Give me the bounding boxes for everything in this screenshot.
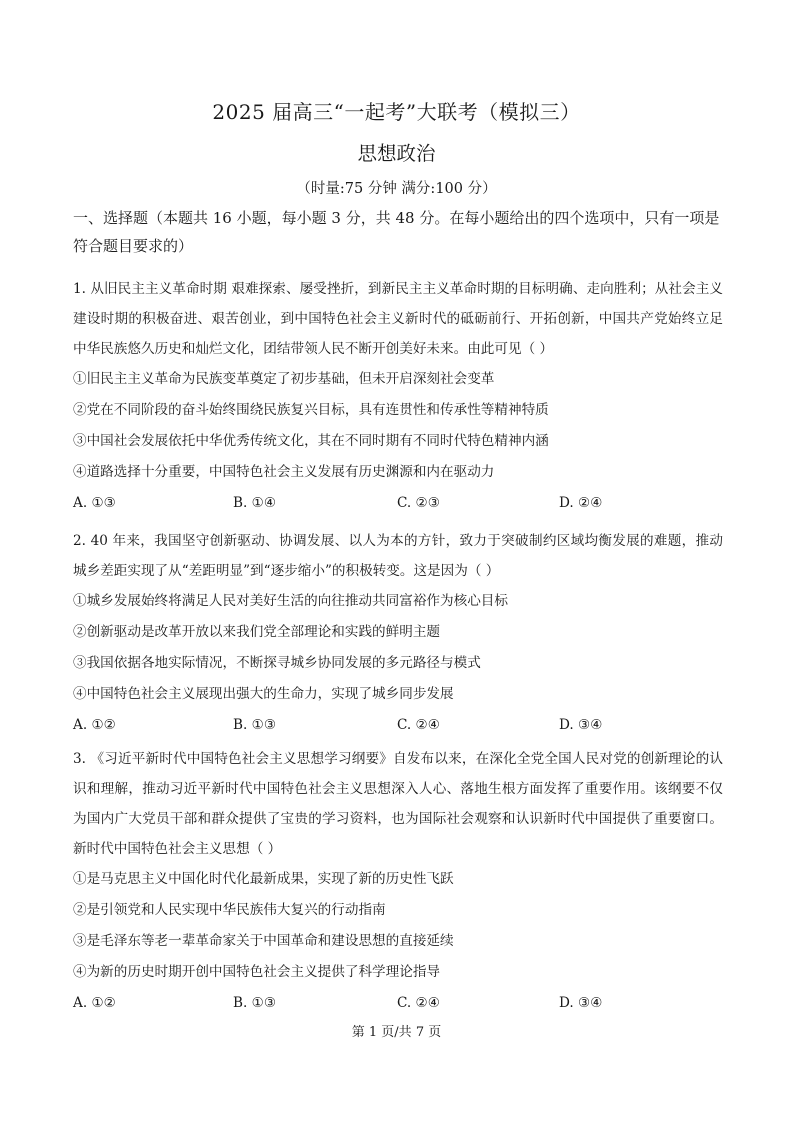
choice-c[interactable]: C. ②④ [397,995,440,1011]
exam-meta: （时量:75 分钟 满分:100 分） [296,181,497,197]
choice-b[interactable]: B. ①③ [233,995,277,1011]
choice-c[interactable]: C. ②③ [397,495,440,511]
question-3 [73,744,723,1019]
answer-choices [73,710,723,741]
question-stem: 1. 从旧民主主义革命时期 艰难探索、屡受挫折，到新民主主义革命时期的目标明确、走向胜利；从社会主义建设时期的积极奋进、艰苦创业，到中国特色社会主义新时代的砥砺前行、开拓创新，中国共产党始终立足中华民族悠久历史和灿烂文化，团结带领人民不断开创美好未来。由此可见（ ） [73,281,723,357]
choice-b[interactable]: B. ①④ [233,495,277,511]
answer-choices [73,988,723,1019]
statement-option: ④道路选择十分重要，中国特色社会主义发展有历史渊源和内在驱动力 [73,464,495,480]
exam-title: 2025 届高三“一起考”大联考（模拟三） [212,100,581,124]
statement-option: ④为新的历史时期开创中国特色社会主义提供了科学理论指导 [73,964,441,980]
subject-title: 思想政治 [357,142,436,165]
statement-option: ③中国社会发展依托中华优秀传统文化，其在不同时期有不同时代特色精神内涵 [73,433,549,449]
statement-option: ④中国特色社会主义展现出强大的生命力，实现了城乡同步发展 [73,686,454,702]
choice-c[interactable]: C. ②④ [397,717,440,733]
statement-option: ①旧民主主义革命为民族变革奠定了初步基础，但未开启深刻社会变革 [73,371,495,387]
choice-d[interactable]: D. ③④ [559,995,603,1011]
statement-option: ②党在不同阶段的奋斗始终围绕民族复兴目标，具有连贯性和传承性等精神特质 [73,402,549,418]
statement-option: ③是毛泽东等老一辈革命家关于中国革命和建设思想的直接延续 [73,933,454,949]
choice-d[interactable]: D. ③④ [559,717,603,733]
page-number: 第 1 页/共 7 页 [351,1025,442,1040]
section-heading: 一、选择题（本题共 16 小题，每小题 3 分，共 48 分。在每小题给出的四个选项中，只有一项是符合题目要求的） [73,209,720,255]
choice-b[interactable]: B. ①③ [233,717,277,733]
question-1 [73,274,723,519]
statement-option: ③我国依据各地实际情况，不断探寻城乡协同发展的多元路径与模式 [73,655,481,671]
question-2 [73,526,723,741]
choice-a[interactable]: A. ①② [73,995,116,1011]
choice-d[interactable]: D. ②④ [559,495,603,511]
statement-option: ①城乡发展始终将满足人民对美好生活的向往推动共同富裕作为核心目标 [73,593,508,609]
statement-option: ②创新驱动是改革开放以来我们党全部理论和实践的鲜明主题 [73,624,441,640]
choice-a[interactable]: A. ①③ [73,495,116,511]
answer-choices [73,488,723,519]
question-stem: 3. 《习近平新时代中国特色社会主义思想学习纲要》自发布以来，在深化全党全国人民对党的创新理论的认识和理解，推动习近平新时代中国特色社会主义思想深入人心、落地生根方面发挥了重要作用。该纲要不仅为国内广大党员干部和群众提供了宝贵的学习资料，也为国际社会观察和认识新时代中国提供了重要窗口。新时代中国特色社会主义思想（ ） [73,751,723,857]
statement-option: ②是引领党和人民实现中华民族伟大复兴的行动指南 [73,902,386,918]
statement-option: ①是马克思主义中国化时代化最新成果，实现了新的历史性飞跃 [73,871,454,887]
question-stem: 2. 40 年来，我国坚守创新驱动、协调发展、以人为本的方针，致力于突破制约区域均衡发展的难题，推动城乡差距实现了从“差距明显”到“逐步缩小”的积极转变。这是因为（ ） [73,533,723,579]
choice-a[interactable]: A. ①② [73,717,116,733]
